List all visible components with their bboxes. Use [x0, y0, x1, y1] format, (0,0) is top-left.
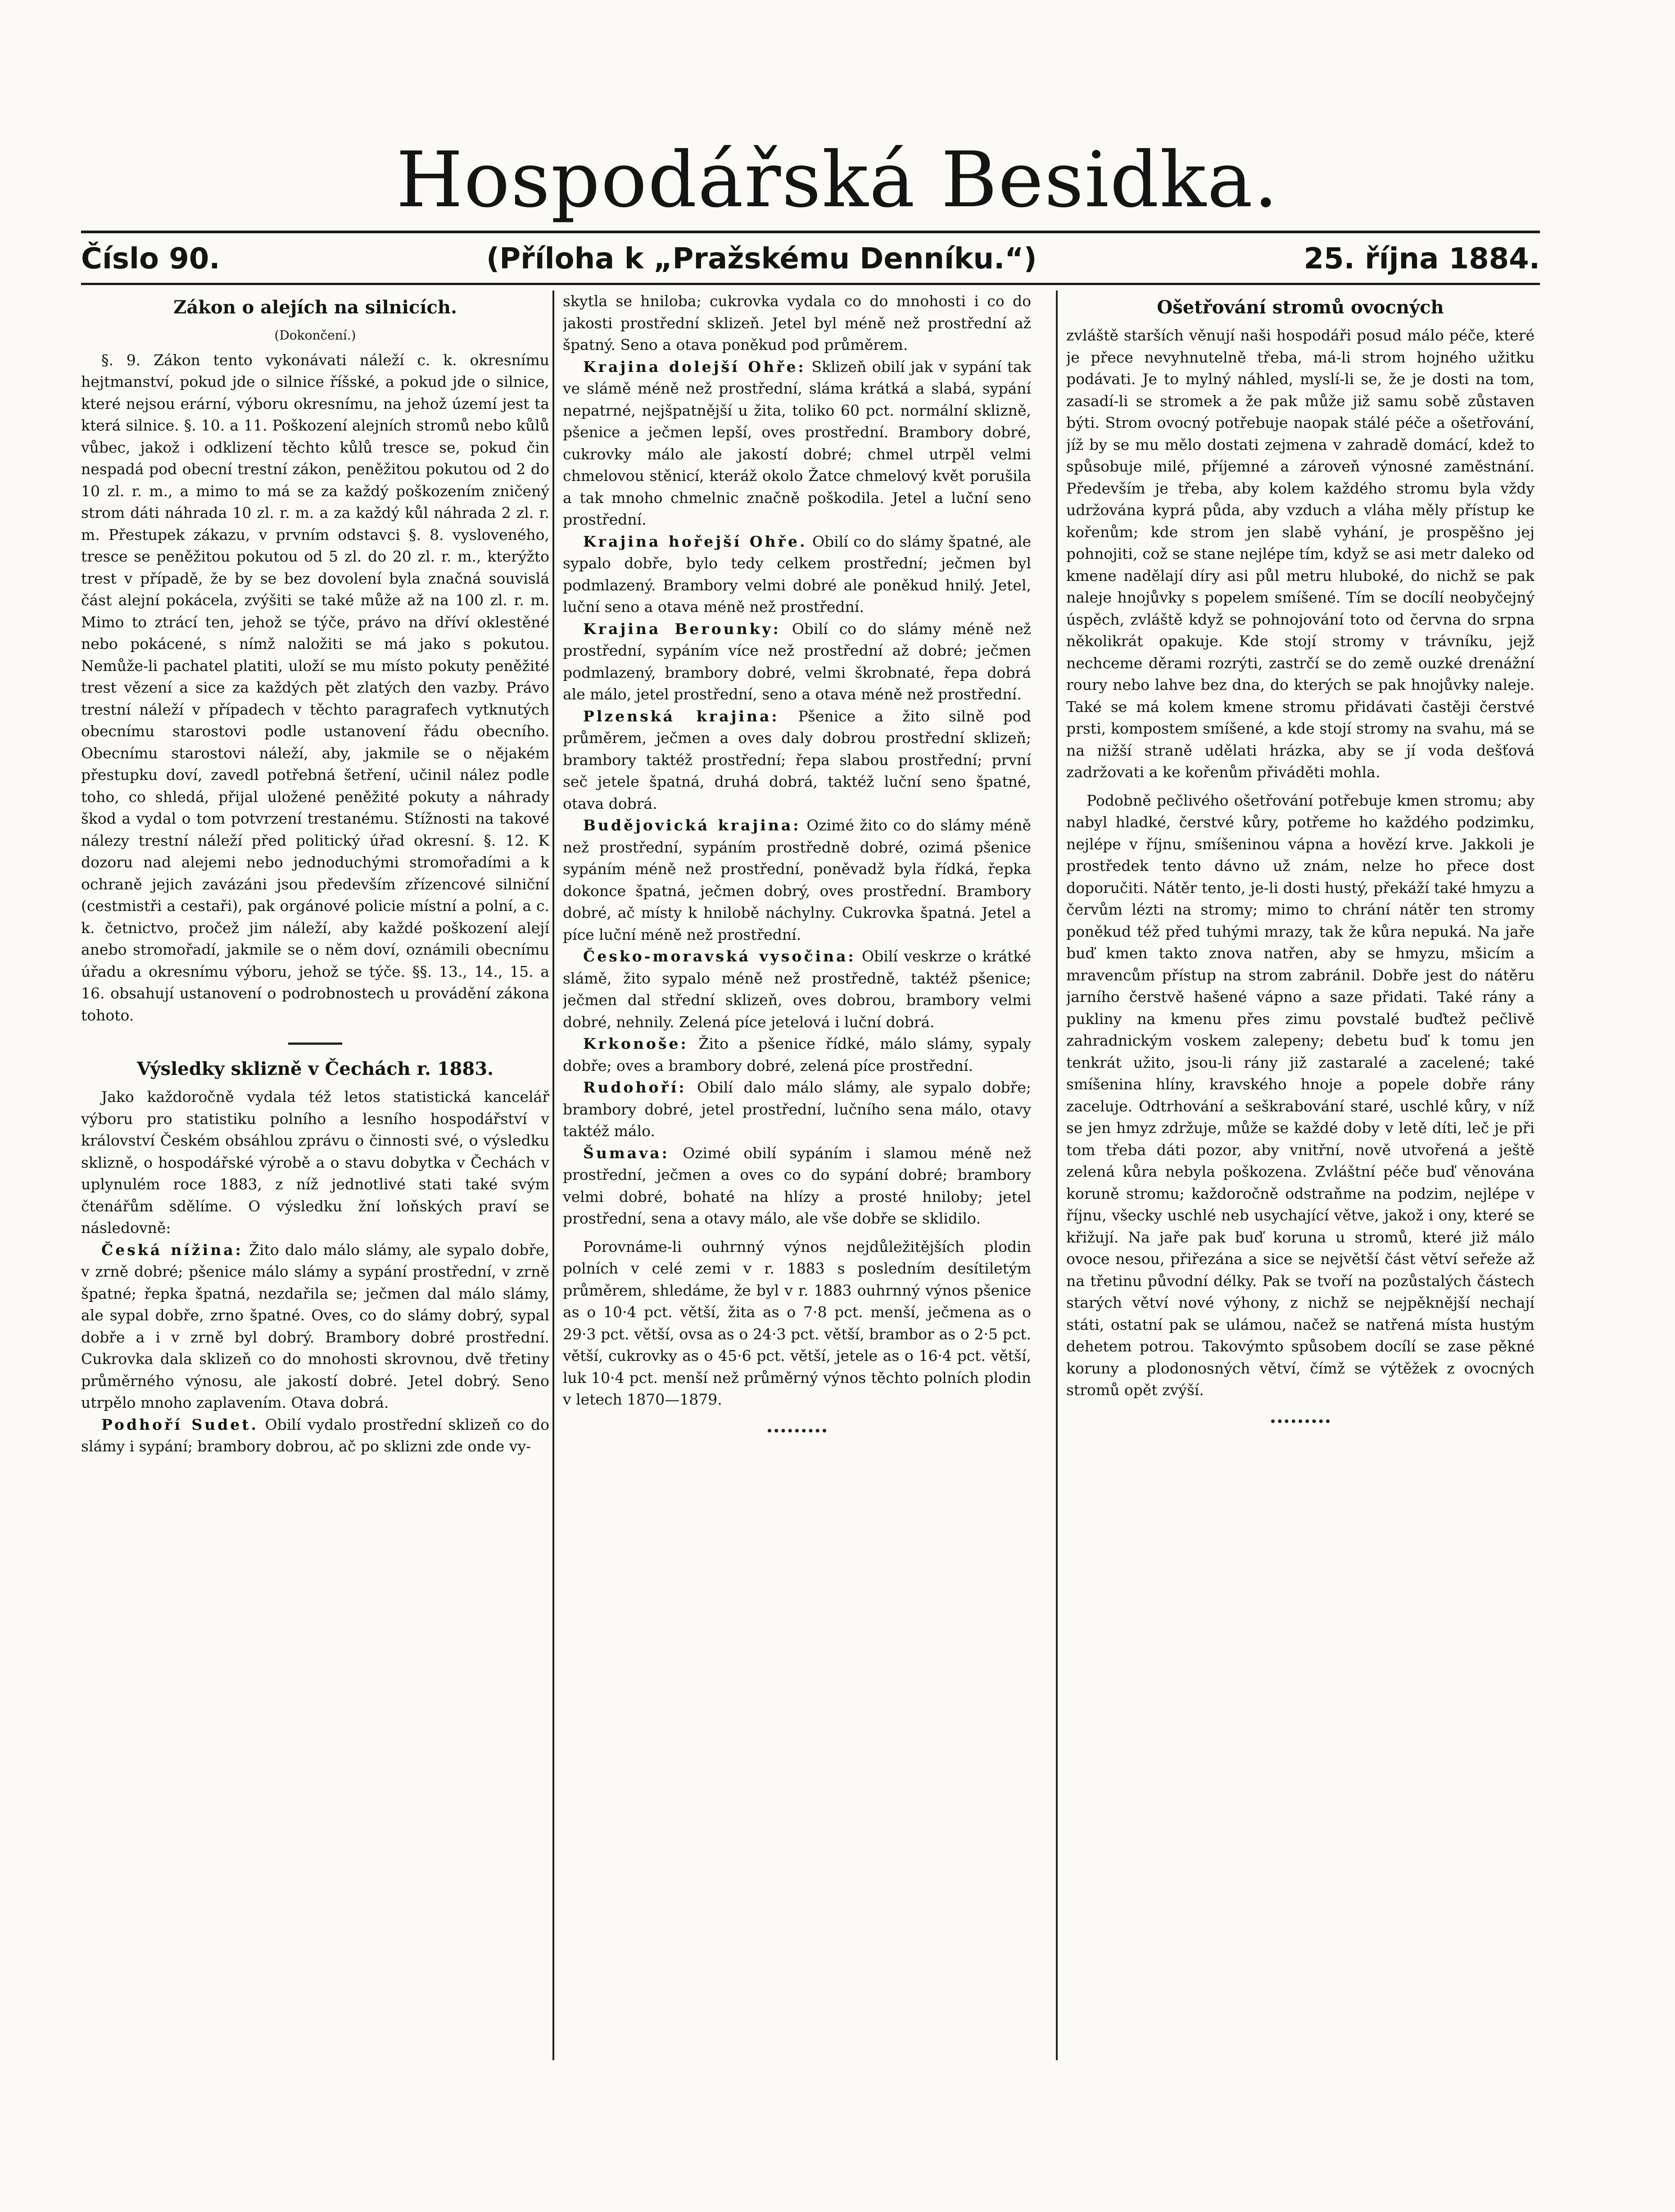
- region-label: Šumava:: [583, 1144, 670, 1162]
- region-text: Ozimé žito co do slámy méně než prostřední, sypáním prostředně dobré, ozimá pšenice sypáním méně než prostřední, poněvadž byla řídká, řepka dokonce špatná, ječmen dobrý, oves prostřední. Brambory dobré, ač místy k hnilobě náchylny. Cukrovka špatná. Jetel a píce luční méně než prostřední.: [563, 816, 1031, 943]
- region-text: Obilí co do slámy méně než prostřední, sypáním více než prostřední až dobré; ječmen podmlazený, brambory dobré, velmi škrobnaté, řepa dobrá ale málo, jetel prostřední, seno a otava méně než prostřední.: [563, 620, 1031, 703]
- column-divider-2: [1056, 290, 1058, 2060]
- region-text: Obilí veskrze o krátké slámě, žito sypalo méně než prostředně, taktéž pšenice; ječmen dal střední sklizeň, oves dobrou, brambory velmi dobré, nehnily. Zelená píce jetelová i luční dobrá.: [563, 947, 1031, 1031]
- region-text: Pšenice a žito silně pod průměrem, ječmen a oves daly dobrou prostřední sklizeň; brambory taktéž prostřední; řepa slabou prostřední; první seč jetele špatná, druhá dobrá, taktéž luční seno špatné, otava dobrá.: [563, 707, 1031, 812]
- region-label: Česko-moravská vysočina:: [583, 947, 856, 965]
- region-paragraph: [563, 531, 1031, 618]
- paragraph: §. 9. Zákon tento vykonávati náleží c. k. okresnímu hejtmanství, pokud jde o silnice říšské, a pokud jde o silnice, které nejsou erární, výboru okresnímu, na jehož území jest ta která silnice. §. 10. a 11. Poškození alejních stromů nebo kůlů vůbec, jakož i odklizení těchto kůlů tresce se, pokud čin nespadá pod obecní trestní zákon, peněžitou pokutou od 2 do 10 zl. r. m., a mimo to má se za každý poškozením zničený strom dáti náhrada 10 zl. r. m. a za každý kůl náhrada 2 zl. r. m. Přestupek zákazu, v prvním odstavci §. 8. vysloveného, tresce se peněžitou pokutou od 5 zl. do 20 zl. r. m., kterýžto trest v případě, že by se bez dovolení byla značná souvislá část alejní pokácela, zvýšiti se také může až na 100 zl. r. m. Mimo to ztrácí ten, jehož se týče, právo na dříví oklestěné nebo pokácené, s nímž naložiti se má jako s pokutou. Nemůže-li pachatel platiti, uloží se mu místo pokuty peněžité trest vězení a sice za každých pět zlatých den vazby. Právo trestní náleží v případech v těchto paragrafech vytknutých obecnímu starostovi podle ustanovení řádu obecního. Obecnímu starostovi náleží, aby, jakmile se o nějakém přestupku doví, zavedl potřebná šetření, učinil nález podle toho, co shledá, přijal uložené peněžité pokuty a náhrady škod a vydal o tom potvrzení trestanému. Stížnosti na takové nálezy trestní náleží před politický úřad okresní. §. 12. K dozoru nad alejemi nebo jednoduchými stromořadími a k ochraně jejich zavázáni jsou především zřízencové silniční (cestmistři a cestaři), pak orgánové policie místní a polní, a c. k. četnictvo, pročež jim náleží, aby každé poškození alejí anebo stromořadí, jakmile se o něm doví, oznámili obecnímu úřadu a okresnímu výboru, jehož se týče. §§. 13., 14., 15. a 16. obsahují ustanovení o podrobnostech u provádění zákona tohoto.: [81, 351, 549, 1024]
- article-title-fruit-trees: Ošetřování stromů ovocných: [1157, 297, 1444, 318]
- region-label: Krkonoše:: [583, 1035, 688, 1052]
- region-paragraph: [563, 1142, 1031, 1230]
- supplement-note: (Příloha k „Pražskému Denníku.“): [486, 242, 1037, 276]
- region-text: Žito a pšenice řídké, málo slámy, sypaly dobře; oves a brambory dobré, zelená píce prostřední.: [563, 1035, 1031, 1074]
- region-paragraph: [563, 1033, 1031, 1077]
- paragraph: Jako každoročně vydala též letos statistická kancelář výboru pro statistiku polního a lesního hospodářství v království Českém obsáhlou zprávu o činnosti své, o výsledku sklizně, o hospodářské výrobě a o stavu dobytka v Čechách v uplynulém roce 1883, z níž jednotlivé stati také svým čtenářům sdělíme. O výsledku žní loňských praví se následovně:: [81, 1088, 549, 1237]
- paragraph: zvláště starších věnují naši hospodáři posud málo péče, které je přece nevyhnutelně třeba, má-li strom hojného užitku podávati. Je to mylný náhled, myslí-li se, že je dosti na tom, zasadí-li se stromek a že pak může již samu sobě zůstaven býti. Strom ovocný potřebuje naopak stálé péče a ošetřování, jíž by se mu mělo dostati zejmena v zahradě domácí, kdež to spůsobuje milé, příjemné a zároveň výnosné zaměstnání. Především je třeba, aby kolem každého stromu byla vždy udržována kyprá půda, aby vzduch a vláha měly přístup ke kořenům; kde strom jen slabě vyhání, je prospěšno jej pohnojiti, což se stane nejlépe tím, když se asi metr daleko od kmene nadělají díry asi půl metru hluboké, do nichž se pak naleje hnojůvky s popelem smíšené. Tím se docílí neobyčejný úspěch, zvláště když se pohnojování toto od června do srpna několikrát opakuje. Kde stojí stromy v trávníku, jejž nechceme děrami rozrýti, zastrčí se do země ouzké drenážní roury nebo lahve bez dna, do kterých se pak hnojůvky naleje. Také se má kolem kmene stromu přidávati častěji čerstvé prsti, kompostem smíšené, a kde stojí stromy na svahu, má se na nižší straně udělati hrázka, aby se jí voda dešťová zadržovati a ke kořenům přiváděti mohla.: [1066, 326, 1535, 781]
- paragraph: Porovnáme-li ouhrnný výnos nejdůležitějších plodin polních v celé zemi v r. 1883 s posledním desítiletým průměrem, shledáme, že byl v r. 1883 ouhrnný výnos pšenice as o 10·4 pct. větší, žita as o 7·8 pct. menší, ječmena as o 29·3 pct. větší, ovsa as o 24·3 pct. větší, brambor as o 2·5 pct. větší, cukrovky as o 45·6 pct. větší, jetele as o 16·4 pct. větší, luk 10·4 pct. menší než průměrný výnos těchto polních plodin v letech 1870—1879.: [563, 1237, 1031, 1408]
- region-paragraph: [563, 356, 1031, 531]
- region-label: Česká nížina:: [101, 1241, 243, 1259]
- region-label: Rudohoří:: [583, 1079, 687, 1096]
- masthead-rule-top: [81, 231, 1540, 233]
- column-2: [563, 290, 1031, 2137]
- article-title-harvest-results: Výsledky sklizně v Čechách r. 1883.: [136, 1058, 494, 1079]
- region-paragraph: [563, 815, 1031, 946]
- region-label: Krajina dolejší Ohře:: [583, 358, 806, 376]
- region-label: Plzenská krajina:: [583, 707, 779, 725]
- region-text: Obilí dalo málo slámy, ale sypalo dobře; brambory dobré, jetel prostřední, lučního sena málo, otavy taktéž málo.: [563, 1079, 1031, 1140]
- section-divider: [288, 1043, 342, 1045]
- region-label: Budějovická krajina:: [583, 816, 801, 834]
- paragraph: skytla se hniloba; cukrovka vydala co do mnohosti i co do jakosti prostřední sklizeň. Jetel byl méně než prostřední až špatný. Seno a otava poněkud pod průměrem.: [563, 292, 1031, 354]
- article-subtitle: (Dokončení.): [274, 328, 356, 343]
- region-paragraph: [563, 946, 1031, 1033]
- column-divider-1: [552, 290, 554, 2060]
- column-3: [1066, 290, 1535, 2137]
- masthead-meta: [81, 236, 1540, 281]
- region-text: Obilí vydalo prostřední sklizeň co do slámy i sypání; brambory dobrou, ač po sklizni zde onde vy-: [81, 1415, 549, 1455]
- article-title-roadside-alleys: Zákon o alejích na silnicích.: [173, 297, 457, 318]
- region-paragraph: [81, 1414, 549, 1458]
- issue-date: 25. října 1884.: [1304, 242, 1540, 276]
- masthead-title: Hospodářská Besidka.: [396, 136, 1279, 225]
- region-text: Sklizeň obilí jak v sypání tak ve slámě méně než prostřední, sláma krátká a slabá, sypání nepatrné, nejšpatnější u žita, toliko 60 pct. normální sklizně, pšenice a ječmen lepší, oves prostřední. Brambory dobré, cukrovky málo ale jakostí dobré; chmel utrpěl velmi chmelovou stěnicí, kteráž okolo Žatce chmelový květ porušila a tak mnoho chmelnic značně poškodila. Jetel a luční seno prostřední.: [563, 358, 1031, 528]
- region-paragraph: [563, 706, 1031, 815]
- end-ornament: [1271, 1419, 1330, 1423]
- region-text: Obilí co do slámy špatné, ale sypalo dobře, bylo tedy celkem prostřední; ječmen byl podmlazený. Brambory velmi dobré ale poněkud hnilý. Jetel, luční seno a otava méně než prostřední.: [563, 532, 1031, 616]
- masthead-rule-bottom: [81, 283, 1540, 285]
- end-ornament: [768, 1429, 826, 1432]
- region-label: Krajina Berounky:: [583, 620, 781, 638]
- region-text: Ozimé obilí sypáním i slamou méně než prostřední, ječmen a oves co do sypání dobré; brambory velmi dobré, bohaté na hlízy a prosté hniloby; jetel prostřední, sena a otavy málo, ale vše dobře se sklidilo.: [563, 1144, 1031, 1227]
- paragraph: Podobně pečlivého ošetřování potřebuje kmen stromu; aby nabyl hladké, čerstvé kůry, potřeme ho každého podzimku, nejlépe v říjnu, smíšeninou vápna a hovězí krve. Jakkoli je prostředek tento dávno už znám, nelze ho přece dost doporučiti. Nátěr tento, je-li dosti hustý, překáží také hmyzu a červům lézti na stromy; mimo to chrání nátěr ten stromy poněkud též před tuhými mrazy, tak že kůra nepuká. Na jaře buď kmen takto znova natřen, aby se hmyzu, mšicím a mravencům přístup na strom zabránil. Dobře jest do nátěru jarního čerstvě hašené vápno a saze přidati. Také rány a pukliny na kmenu přes zimu povstalé buďtež pečlivě zahradnickým voskem zalepeny; debetu buď k tomu jen tenkrát užito, jsou-li rány již zastaralé a zacelené; také smíšenina hlíny, kravského hnoje a popele dobře rány zaceluje. Odtrhování a seškrabování staré, uschlé kůry, v níž se jen hmyz zdržuje, může se každé doby v letě díti, leč je při tom třeba dáti pozor, aby vnitřní, nově utvořená a ještě zelená kůra nebyla poškozena. Zvláštní péče buď věnována koruně stromu; každoročně odstraňme na podzim, nejlépe v říjnu, všecky uschlé neb usychající větve, jakož i ony, které se křižují. Na jaře pak buď koruna u stromů, které již málo ovoce nesou, přiřezána a sice se největší část větví seřeže až na třetinu původní délky. Pak se tvoří na pozůstalých částech starých větví nové výhony, z nichž se nejpěknější nechají státi, ostatní pak se ulámou, načež se natřená místa hustým dehetem potrou. Takovýmto spůsobem docílí se zase pěkné koruny a plodonosných větví, čímž se výtěžek z ovocných stromů opět zvýší.: [1066, 791, 1535, 1399]
- column-1: [81, 290, 549, 2137]
- region-text: Žito dalo málo slámy, ale sypalo dobře, v zrně dobré; pšenice málo slámy a sypání prostřední, v zrně špatné; řepka špatná, nezdařila se; ječmen dal málo slámy, ale sypal dobře, zrno špatné. Oves, co do slámy dobrý, sypal dobře a i v zrně byl dobrý. Brambory dobré prostřední. Cukrovka dala sklizeň co do mnohosti skrovnou, dvě třetiny průměrného výnosu, ale jakostí dobré. Jetel dobrý. Seno utrpělo mnoho zaplavením. Otava dobrá.: [81, 1241, 549, 1411]
- region-paragraph: [81, 1239, 549, 1414]
- issue-number: Číslo 90.: [81, 242, 220, 276]
- region-paragraph: [563, 1077, 1031, 1142]
- region-label: Podhoří Sudet.: [101, 1415, 259, 1433]
- region-paragraph: [563, 618, 1031, 706]
- region-label: Krajina hořejší Ohře.: [583, 532, 807, 550]
